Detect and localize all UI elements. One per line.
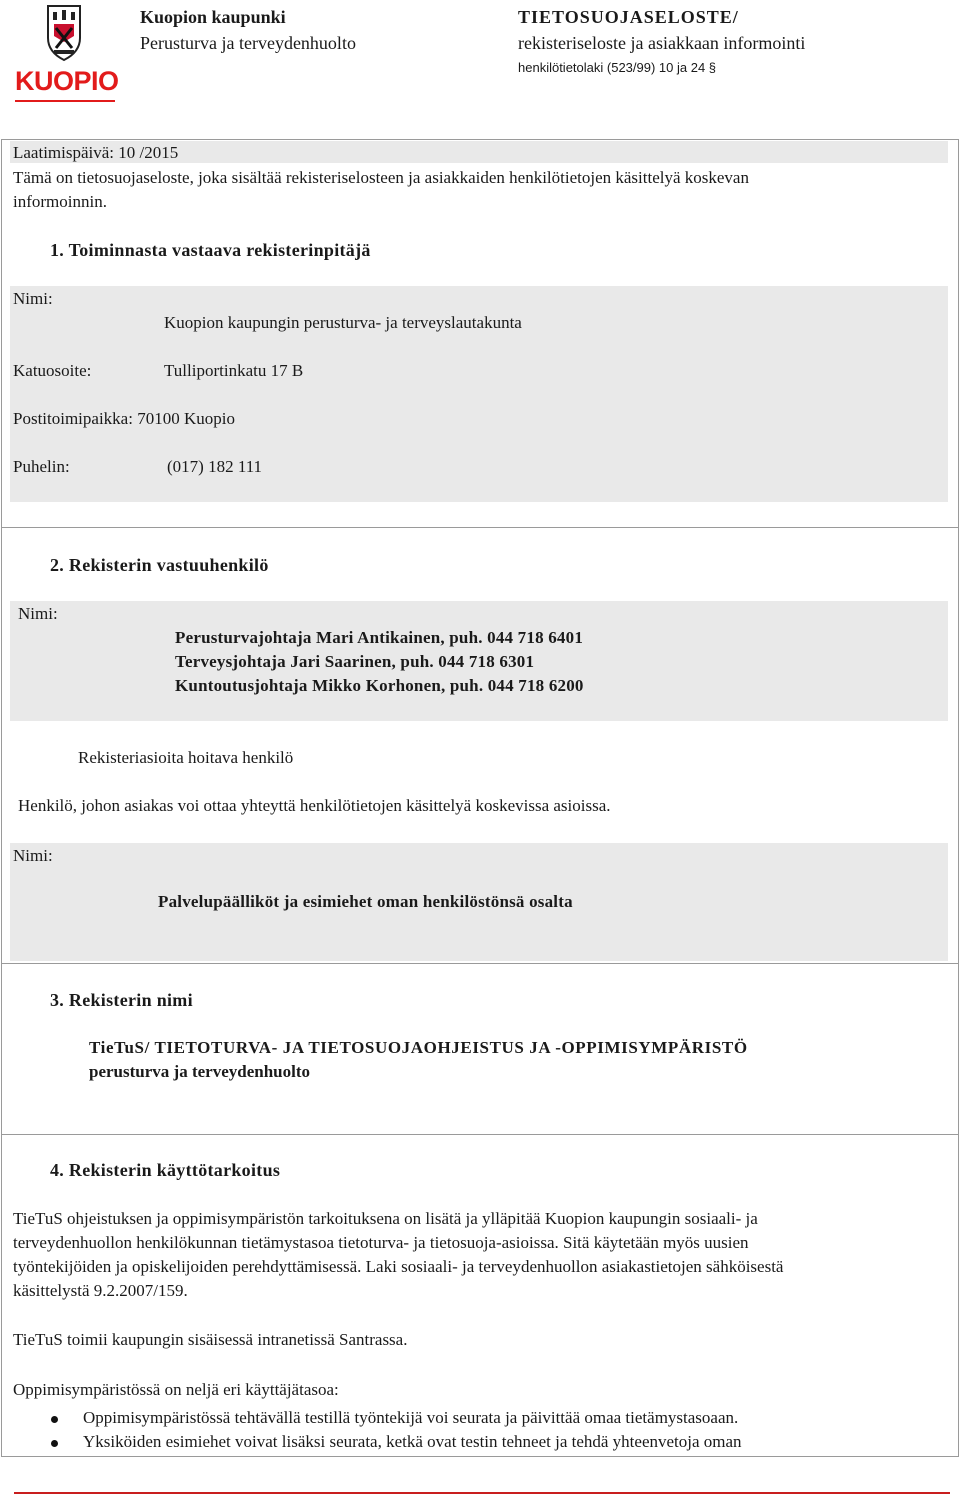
name-label: Nimi:	[13, 846, 53, 865]
divider	[1, 963, 959, 964]
section-3-heading: 3. Rekisterin nimi	[50, 990, 193, 1010]
org-name: Kuopion kaupunki	[140, 7, 286, 27]
contact-description: Henkilö, johon asiakas voi ottaa yhteyttä henkilötietojen käsittelyä koskevissa asioissa.	[18, 796, 611, 815]
responsible-person: Kuntoutusjohtaja Mikko Korhonen, puh. 044 718 6200	[175, 676, 584, 695]
purpose-text: terveydenhuollon henkilökunnan tietämystasoa tietoturva- ja tietosuoja-asioissa. Sitä käytetään myös uusien	[13, 1233, 749, 1252]
register-name-sub: perusturva ja terveydenhuolto	[89, 1062, 310, 1081]
street-value: Tulliportinkatu 17 B	[164, 361, 304, 380]
controller-name: Kuopion kaupungin perusturva- ja terveyslautakunta	[164, 313, 522, 332]
contact-heading: Rekisteriasioita hoitava henkilö	[78, 748, 294, 767]
phone-value: (017) 182 111	[167, 457, 263, 476]
street-label: Katuosoite:	[13, 361, 92, 380]
header-document-info	[518, 4, 805, 80]
intro-text: informoinnin.	[13, 192, 107, 211]
bullet-icon	[51, 1440, 58, 1447]
list-item: Oppimisympäristössä tehtävällä testillä työntekijä voi seurata ja päivittää omaa tietämystasoaan.	[13, 1406, 943, 1430]
dept-name: Perusturva ja terveydenhuolto	[140, 33, 356, 53]
responsible-person: Perusturvajohtaja Mari Antikainen, puh. 044 718 6401	[175, 628, 584, 647]
name-label: Nimi:	[18, 604, 58, 623]
responsible-person: Terveysjohtaja Jari Saarinen, puh. 044 718 6301	[175, 652, 535, 671]
divider	[1, 1134, 959, 1135]
footer-rule	[14, 1492, 950, 1494]
user-levels-intro: Oppimisympäristössä on neljä eri käyttäjätasoa:	[13, 1380, 339, 1399]
section-1-heading: 1. Toiminnasta vastaava rekisterinpitäjä	[50, 240, 371, 260]
divider	[1, 527, 959, 528]
bullet-icon	[51, 1416, 58, 1423]
purpose-text: TieTuS ohjeistuksen ja oppimisympäristön tarkoituksena on lisätä ja ylläpitää Kuopion kaupungin sosiaali- ja	[13, 1209, 758, 1228]
svg-text:KUOPIO: KUOPIO	[15, 66, 118, 96]
user-levels-list	[13, 1406, 943, 1454]
purpose-text: käsittelystä 9.2.2007/159.	[13, 1281, 188, 1300]
header-organization	[140, 4, 356, 56]
name-label: Nimi:	[13, 289, 53, 308]
creation-date: Laatimispäivä: 10 /2015	[13, 143, 179, 162]
section-2-heading: 2. Rekisterin vastuuhenkilö	[50, 555, 269, 575]
purpose-text: työntekijöiden ja opiskelijoiden perehdyttämisessä. Laki sosiaali- ja terveydenhuollon asiakastietojen sähköisestä	[13, 1257, 784, 1276]
register-name: TieTuS/ TIETOTURVA- JA TIETOSUOJAOHJEISTUS JA -OPPIMISYMPÄRISTÖ	[89, 1038, 748, 1057]
intranet-text: TieTuS toimii kaupungin sisäisessä intranetissä Santrassa.	[13, 1330, 408, 1349]
section-4-heading: 4. Rekisterin käyttötarkoitus	[50, 1160, 281, 1180]
list-item: Yksiköiden esimiehet voivat lisäksi seurata, ketkä ovat testin tehneet ja tehdä yhteenvetoja oman	[13, 1430, 943, 1454]
contact-person-name: Palvelupäälliköt ja esimiehet oman henkilöstönsä osalta	[158, 892, 573, 911]
law-reference: henkilötietolaki (523/99) 10 ja 24 §	[518, 60, 717, 75]
postal-line: Postitoimipaikka: 70100 Kuopio	[13, 409, 235, 428]
phone-label: Puhelin:	[13, 457, 70, 476]
kuopio-logo	[12, 4, 118, 106]
doc-subtitle: rekisteriseloste ja asiakkaan informointi	[518, 33, 806, 53]
intro-text: Tämä on tietosuojaseloste, joka sisältää rekisteriselosteen ja asiakkaiden henkilötietojen käsittelyä koskevan	[13, 168, 749, 187]
coat-of-arms-icon	[12, 4, 118, 106]
doc-title: TIETOSUOJASELOSTE/	[518, 7, 739, 27]
